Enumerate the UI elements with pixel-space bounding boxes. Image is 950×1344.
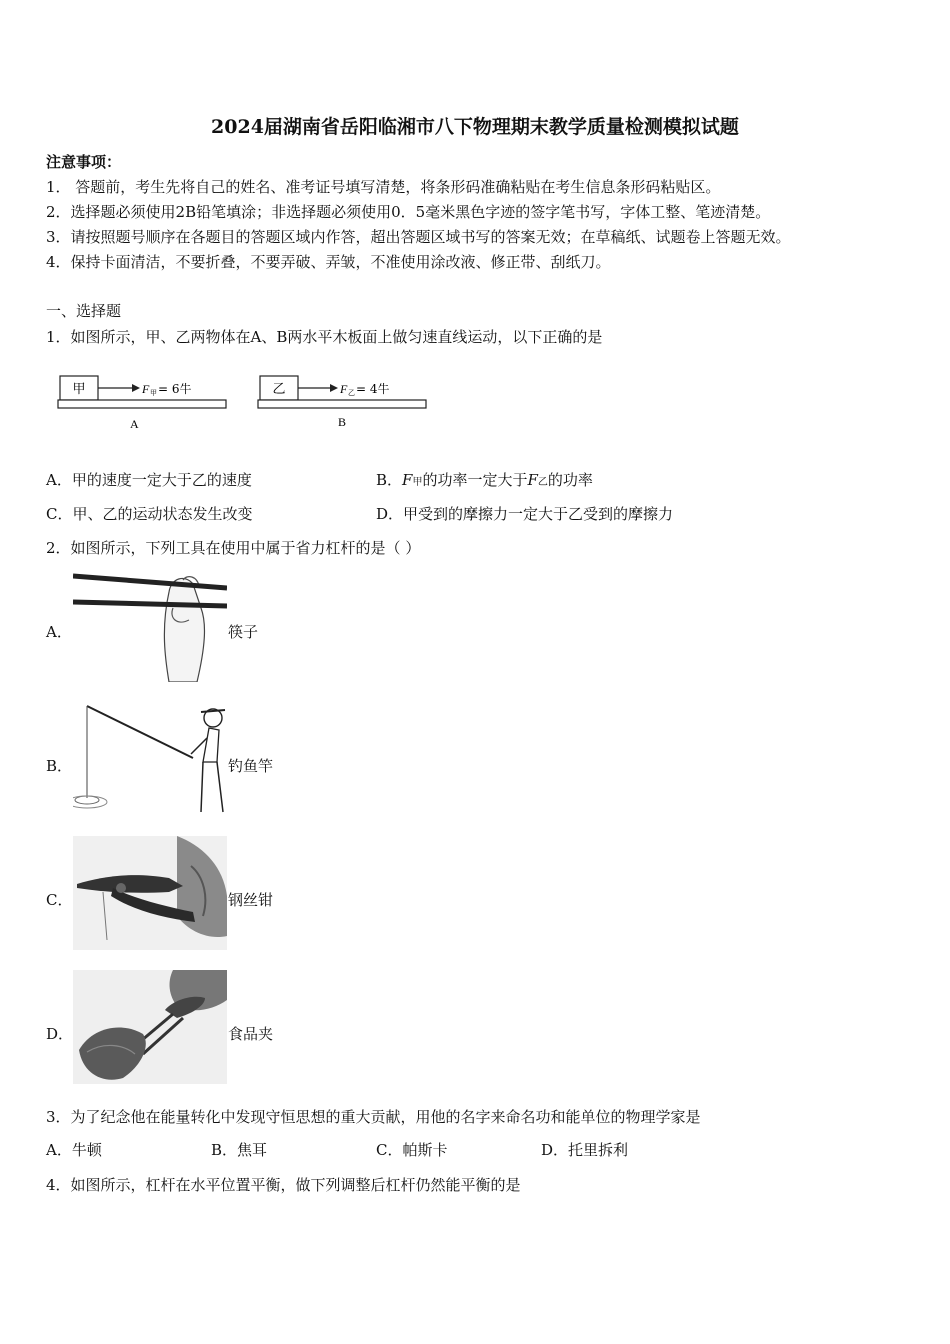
notice-item-1: 1． 答题前，考生先将自己的姓名、准考证号填写清楚，将条形码准确粘贴在考生信息条形码粘贴区。 [46,178,721,196]
force-yi-subscript: 乙 [348,389,355,397]
force-yi-value: = 4牛 [356,382,390,396]
q2-option-d-name: 食品夹 [228,1025,274,1043]
question-3-option-a: A．牛顿 [46,1141,102,1159]
question-3-option-c: C．帕斯卡 [376,1141,448,1159]
force-jia-value: = 6牛 [158,382,192,396]
section-heading: 一、选择题 [46,302,122,320]
option-b-end: 的功率 [547,471,593,489]
pliers-image [73,836,227,950]
board-b [258,400,426,408]
notice-heading: 注意事项： [46,153,122,171]
force-yi-symbol: F [340,382,348,396]
question-1-option-b [376,470,593,493]
box-jia-label: 甲 [72,382,86,397]
q2-option-c-name: 钢丝钳 [228,891,274,909]
q2-option-c-letter: C． [46,891,73,909]
board-b-label: B [338,415,347,429]
notice-item-2: 2．选择题必须使用2B铅笔填涂；非选择题必须使用0．5毫米黑色字迹的签字笔书写，字体工整、笔迹清楚。 [46,203,771,221]
question-3-option-d: D．托里拆利 [541,1141,629,1159]
force-arrowhead-jia [132,384,140,392]
q2-option-d-letter: D． [46,1025,74,1043]
option-b-mid: 的功率一定大于 [422,471,528,489]
force-jia-symbol: F [142,382,150,396]
chopsticks-image [73,568,227,682]
question-1-figure [52,364,432,434]
page-title: 2024届湖南省岳阳临湘市八下物理期末教学质量检测模拟试题 [211,116,739,138]
question-1-stem: 1．如图所示，甲、乙两物体在A、B两水平木板面上做匀速直线运动，以下正确的是 [46,328,603,346]
fishing-rod-image [73,702,227,816]
q2-option-a-name: 筷子 [228,623,259,641]
option-b-sub2: 乙 [537,477,548,488]
question-1-option-c: C．甲、乙的运动状态发生改变 [46,505,253,523]
board-a [58,400,226,408]
q2-option-b-name: 钓鱼竿 [228,757,274,775]
option-b-f1: F [402,471,413,489]
force-jia-subscript: 甲 [150,389,157,397]
option-b-sub1: 甲 [412,477,423,488]
question-2-stem: 2．如图所示，下列工具在使用中属于省力杠杆的是（ ） [46,539,421,557]
question-4-stem: 4．如图所示，杠杆在水平位置平衡，做下列调整后杠杆仍然能平衡的是 [46,1176,521,1194]
question-3-stem: 3．为了纪念他在能量转化中发现守恒思想的重大贡献，用他的名字来命名功和能单位的物理学家是 [46,1108,701,1126]
q2-option-b-letter: B． [46,757,73,775]
notice-item-4: 4．保持卡面清洁，不要折叠，不要弄破、弄皱，不准使用涂改液、修正带、刮纸刀。 [46,253,611,271]
question-1-option-d: D．甲受到的摩擦力一定大于乙受到的摩擦力 [376,505,674,523]
box-yi-label: 乙 [272,382,286,397]
force-arrowhead-yi [330,384,338,392]
option-b-f2: F [527,471,538,489]
q2-option-a-letter: A． [46,623,72,641]
food-tongs-image [73,970,227,1084]
question-3-option-b: B．焦耳 [211,1141,268,1159]
option-b-prefix: B． [376,471,403,489]
board-a-label: A [130,417,139,431]
question-1-option-a: A．甲的速度一定大于乙的速度 [46,471,252,489]
notice-item-3: 3．请按照题号顺序在各题目的答题区域内作答，超出答题区域书写的答案无效；在草稿纸、试题卷上答题无效。 [46,228,791,246]
